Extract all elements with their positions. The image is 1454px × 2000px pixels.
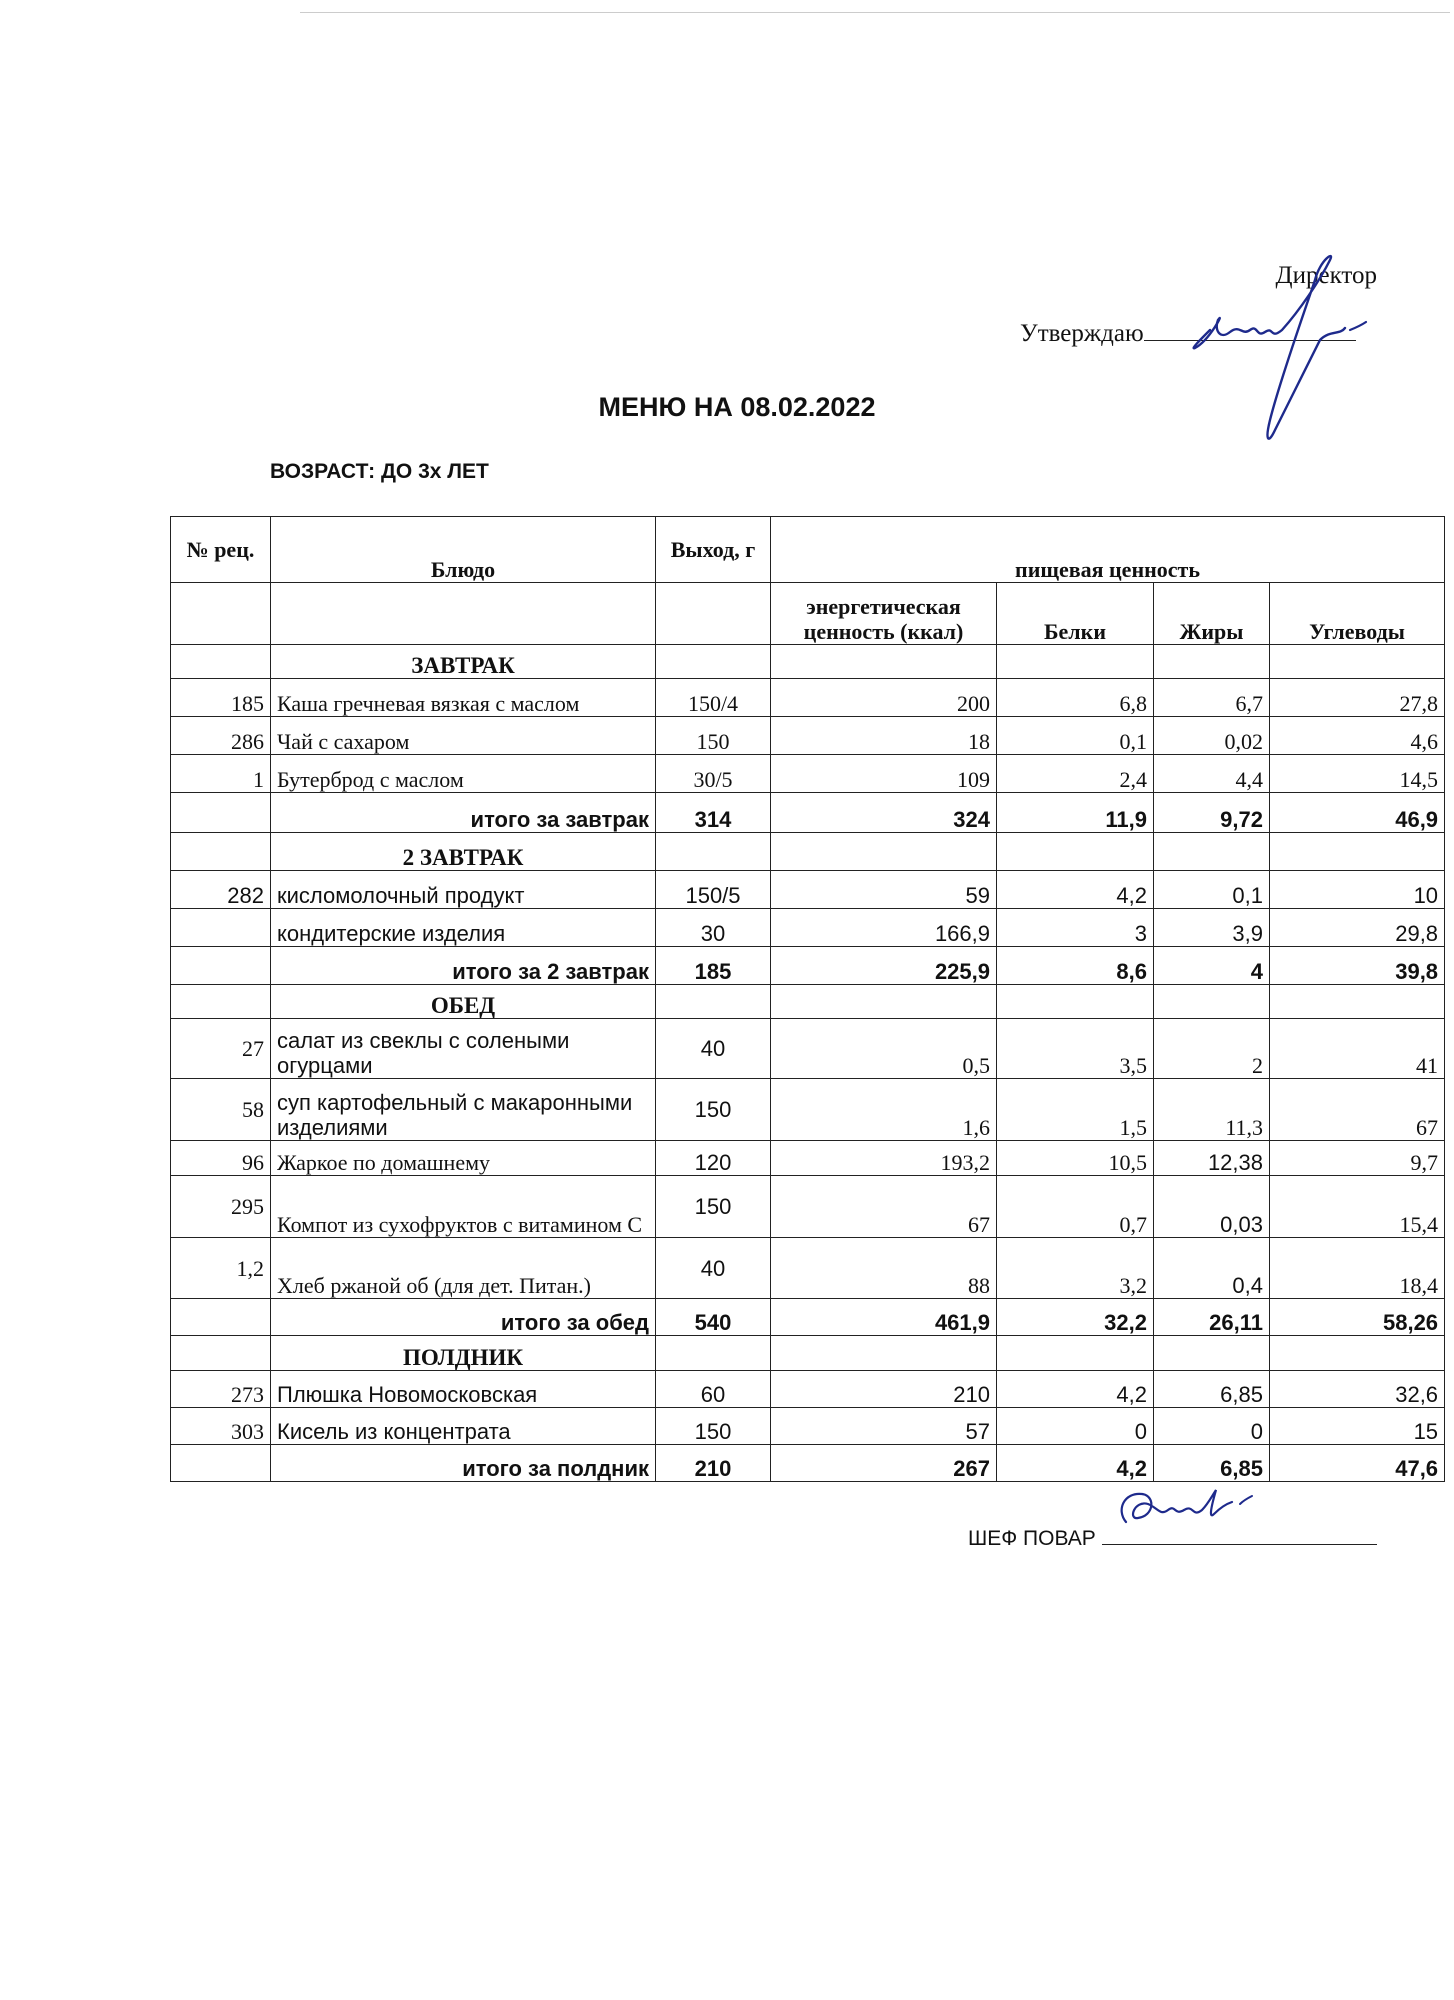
total-carbs: 46,9 (1270, 793, 1445, 833)
dish-protein: 6,8 (997, 679, 1154, 717)
director-signature (1170, 240, 1400, 460)
rec-no: 27 (171, 1019, 271, 1079)
total-fat: 4 (1154, 947, 1270, 985)
rec-no: 1 (171, 755, 271, 793)
dish-energy: 0,5 (771, 1019, 997, 1079)
header-blank-3 (656, 583, 771, 645)
total-label: итого за полдник (271, 1445, 656, 1482)
dish-protein: 3 (997, 909, 1154, 947)
header-carbs: Углеводы (1270, 583, 1445, 645)
total-label: итого за 2 завтрак (271, 947, 656, 985)
dish-fat: 0,03 (1154, 1176, 1270, 1238)
total-protein: 32,2 (997, 1299, 1154, 1336)
dish-name: салат из свеклы с солеными огурцами (271, 1019, 656, 1079)
dish-protein: 3,5 (997, 1019, 1154, 1079)
table-row (171, 717, 1445, 755)
table-row (171, 1238, 1445, 1299)
dish-energy: 210 (771, 1371, 997, 1408)
rec-no: 286 (171, 717, 271, 755)
table-row (171, 1079, 1445, 1141)
section-title: ПОЛДНИК (271, 1336, 656, 1371)
dish-name: кондитерские изделия (271, 909, 656, 947)
age-label: ВОЗРАСТ: ДО 3х ЛЕТ (270, 460, 489, 483)
dish-name: Кисель из концентрата (271, 1408, 656, 1445)
dish-name: Плюшка Новомосковская (271, 1371, 656, 1408)
menu-body (171, 645, 1445, 1482)
dish-protein: 4,2 (997, 1371, 1154, 1408)
dish-carbs: 29,8 (1270, 909, 1445, 947)
dish-carbs: 15 (1270, 1408, 1445, 1445)
dish-energy: 18 (771, 717, 997, 755)
dish-name: суп картофельный с макаронными изделиями (271, 1079, 656, 1141)
dish-carbs: 32,6 (1270, 1371, 1445, 1408)
section-title: ОБЕД (271, 985, 656, 1019)
chef-signature-line (1102, 1522, 1377, 1545)
total-energy: 324 (771, 793, 997, 833)
dish-yield: 150 (656, 1079, 771, 1141)
total-energy: 461,9 (771, 1299, 997, 1336)
total-energy: 267 (771, 1445, 997, 1482)
dish-fat: 0,02 (1154, 717, 1270, 755)
dish-name: кисломолочный продукт (271, 871, 656, 909)
dish-protein: 3,2 (997, 1238, 1154, 1299)
rec-no: 303 (171, 1408, 271, 1445)
dish-energy: 166,9 (771, 909, 997, 947)
dish-protein: 10,5 (997, 1141, 1154, 1176)
total-label: итого за обед (271, 1299, 656, 1336)
dish-fat: 6,7 (1154, 679, 1270, 717)
dish-fat: 11,3 (1154, 1079, 1270, 1141)
dish-name: Жаркое по домашнему (271, 1141, 656, 1176)
rec-no: 273 (171, 1371, 271, 1408)
table-row (171, 755, 1445, 793)
dish-protein: 2,4 (997, 755, 1154, 793)
total-yield: 185 (656, 947, 771, 985)
total-protein: 11,9 (997, 793, 1154, 833)
total-fat: 26,11 (1154, 1299, 1270, 1336)
section-title: 2 ЗАВТРАК (271, 833, 656, 871)
page-title: МЕНЮ НА 08.02.2022 (598, 392, 876, 422)
total-yield: 314 (656, 793, 771, 833)
dish-energy: 109 (771, 755, 997, 793)
table-row (171, 1019, 1445, 1079)
table-row (171, 1371, 1445, 1408)
header-blank-1 (171, 583, 271, 645)
dish-yield: 40 (656, 1238, 771, 1299)
dish-fat: 12,38 (1154, 1141, 1270, 1176)
dish-energy: 59 (771, 871, 997, 909)
dish-energy: 88 (771, 1238, 997, 1299)
total-protein: 4,2 (997, 1445, 1154, 1482)
dish-yield: 60 (656, 1371, 771, 1408)
dish-yield: 30 (656, 909, 771, 947)
total-row (171, 1299, 1445, 1336)
dish-energy: 193,2 (771, 1141, 997, 1176)
dish-energy: 1,6 (771, 1079, 997, 1141)
dish-name: Чай с сахаром (271, 717, 656, 755)
dish-carbs: 10 (1270, 871, 1445, 909)
rec-no: 185 (171, 679, 271, 717)
dish-carbs: 27,8 (1270, 679, 1445, 717)
total-yield: 540 (656, 1299, 771, 1336)
total-label: итого за завтрак (271, 793, 656, 833)
dish-protein: 1,5 (997, 1079, 1154, 1141)
table-row (171, 1176, 1445, 1238)
dish-fat: 0,4 (1154, 1238, 1270, 1299)
rec-no: 295 (171, 1176, 271, 1238)
dish-yield: 150/4 (656, 679, 771, 717)
chef-label: ШЕФ ПОВАР (968, 1527, 1096, 1550)
dish-protein: 4,2 (997, 871, 1154, 909)
dish-carbs: 4,6 (1270, 717, 1445, 755)
dish-carbs: 18,4 (1270, 1238, 1445, 1299)
total-row (171, 947, 1445, 985)
header-yield: Выход, г (656, 517, 771, 583)
dish-fat: 3,9 (1154, 909, 1270, 947)
dish-yield: 120 (656, 1141, 771, 1176)
rec-no: 96 (171, 1141, 271, 1176)
total-fat: 6,85 (1154, 1445, 1270, 1482)
dish-yield: 150/5 (656, 871, 771, 909)
header-nutrition: пищевая ценность (771, 517, 1445, 583)
dish-name: Каша гречневая вязкая с маслом (271, 679, 656, 717)
header-fat: Жиры (1154, 583, 1270, 645)
total-carbs: 58,26 (1270, 1299, 1445, 1336)
menu-table (170, 516, 1445, 1482)
dish-fat: 2 (1154, 1019, 1270, 1079)
total-energy: 225,9 (771, 947, 997, 985)
dish-protein: 0 (997, 1408, 1154, 1445)
chef-signature-block (968, 1522, 1388, 1562)
dish-energy: 67 (771, 1176, 997, 1238)
total-protein: 8,6 (997, 947, 1154, 985)
header-rec-no: № рец. (171, 517, 271, 583)
section-row (171, 833, 1445, 871)
total-fat: 9,72 (1154, 793, 1270, 833)
rec-no (171, 909, 271, 947)
total-row (171, 793, 1445, 833)
rec-no: 1,2 (171, 1238, 271, 1299)
dish-protein: 0,7 (997, 1176, 1154, 1238)
section-row (171, 1336, 1445, 1371)
dish-energy: 200 (771, 679, 997, 717)
table-row (171, 1141, 1445, 1176)
table-row (171, 1408, 1445, 1445)
header-blank-2 (271, 583, 656, 645)
table-row (171, 679, 1445, 717)
dish-fat: 4,4 (1154, 755, 1270, 793)
dish-yield: 150 (656, 1408, 771, 1445)
dish-carbs: 67 (1270, 1079, 1445, 1141)
total-carbs: 39,8 (1270, 947, 1445, 985)
dish-fat: 0 (1154, 1408, 1270, 1445)
header-dish: Блюдо (271, 517, 656, 583)
table-row (171, 871, 1445, 909)
dish-name: Бутерброд с маслом (271, 755, 656, 793)
dish-energy: 57 (771, 1408, 997, 1445)
dish-carbs: 9,7 (1270, 1141, 1445, 1176)
table-row (171, 909, 1445, 947)
dish-carbs: 41 (1270, 1019, 1445, 1079)
header-protein: Белки (997, 583, 1154, 645)
approval-role: Директор (1275, 262, 1377, 289)
dish-yield: 150 (656, 1176, 771, 1238)
rec-no: 58 (171, 1079, 271, 1141)
dish-yield: 40 (656, 1019, 771, 1079)
total-yield: 210 (656, 1445, 771, 1482)
approval-label: Утверждаю (1020, 320, 1144, 347)
dish-name: Компот из сухофруктов с витамином С (271, 1176, 656, 1238)
dish-fat: 6,85 (1154, 1371, 1270, 1408)
header-energy: энергетическая ценность (ккал) (771, 583, 997, 645)
dish-yield: 30/5 (656, 755, 771, 793)
section-row (171, 645, 1445, 679)
dish-protein: 0,1 (997, 717, 1154, 755)
dish-carbs: 14,5 (1270, 755, 1445, 793)
section-row (171, 985, 1445, 1019)
section-title: ЗАВТРАК (271, 645, 656, 679)
dish-yield: 150 (656, 717, 771, 755)
dish-carbs: 15,4 (1270, 1176, 1445, 1238)
dish-name: Хлеб ржаной об (для дет. Питан.) (271, 1238, 656, 1299)
scan-edge-line (300, 12, 1450, 13)
dish-fat: 0,1 (1154, 871, 1270, 909)
rec-no: 282 (171, 871, 271, 909)
total-carbs: 47,6 (1270, 1445, 1445, 1482)
